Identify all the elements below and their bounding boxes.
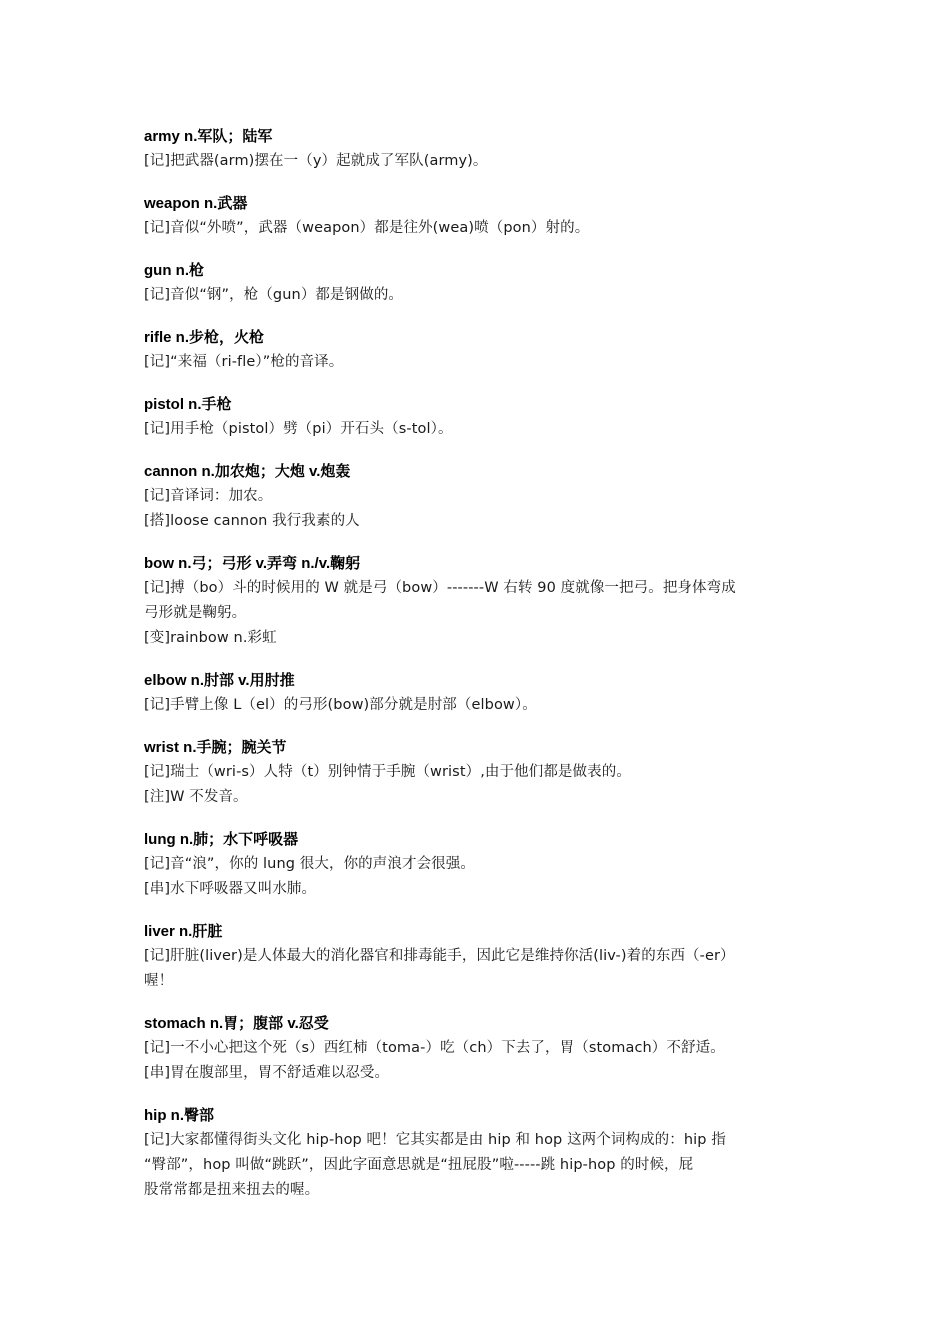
- vocab-entry: [144, 1103, 814, 1203]
- vocab-entry: [144, 668, 814, 718]
- entry-note-line: [注]W 不发音。: [144, 789, 248, 805]
- entry-headword: gun n.枪: [144, 262, 204, 279]
- entry-note-line: 股常常都是扭来扭去的喔。: [144, 1182, 320, 1198]
- vocab-entry: [144, 551, 814, 651]
- entry-note-line: [串]水下呼吸器又叫水肺。: [144, 881, 317, 897]
- entry-headword: liver n.肝脏: [144, 923, 223, 940]
- entry-headword: bow n.弓；弓形 v.弄弯 n./v.鞠躬: [144, 555, 361, 572]
- entry-note-line: [变]rainbow n.彩虹: [144, 630, 277, 646]
- vocab-entry: [144, 124, 814, 174]
- entry-headword: rifle n.步枪，火枪: [144, 329, 265, 346]
- entry-headword: army n.军队；陆军: [144, 128, 273, 145]
- entry-headword: weapon n.武器: [144, 195, 248, 212]
- entry-note-line: [记]“来福（ri-fle）”枪的音译。: [144, 354, 344, 370]
- vocab-entry: [144, 191, 814, 241]
- vocab-entry: [144, 919, 814, 994]
- entry-headword: lung n.肺；水下呼吸器: [144, 831, 299, 848]
- entry-note-line: “臀部”，hop 叫做“跳跃”，因此字面意思就是“扭屁股”啦-----跳 hip-hop 的时候，屁: [144, 1157, 694, 1173]
- entry-note-line: [串]胃在腹部里，胃不舒适难以忍受。: [144, 1065, 390, 1081]
- entry-note-line: 喔！: [144, 973, 174, 989]
- vocab-entry: [144, 258, 814, 308]
- entry-note-line: [搭]loose cannon 我行我素的人: [144, 513, 360, 529]
- entry-note-line: [记]音译词：加农。: [144, 488, 273, 504]
- entry-headword: hip n.臀部: [144, 1107, 214, 1124]
- vocab-entry: [144, 1011, 814, 1086]
- entry-headword: stomach n.胃；腹部 v.忍受: [144, 1015, 329, 1032]
- vocab-entry: [144, 735, 814, 810]
- entry-note-line: [记]大家都懂得街头文化 hip-hop 吧！它其实都是由 hip 和 hop 这两个词构成的：hip 指: [144, 1132, 726, 1148]
- vocab-entry: [144, 459, 814, 534]
- entry-note-line: [记]搏（bo）斗的时候用的 W 就是弓（bow）-------W 右转 90 度就像一把弓。把身体弯成: [144, 580, 736, 596]
- entry-headword: cannon n.加农炮；大炮 v.炮轰: [144, 463, 351, 480]
- vocab-entry: [144, 827, 814, 902]
- entry-note-line: [记]瑞士（wri-s）人特（t）别钟情于手腕（wrist）,由于他们都是做表的。: [144, 764, 631, 780]
- entry-note-line: [记]肝脏(liver)是人体最大的消化器官和排毒能手，因此它是维持你活(liv-)着的东西（-er）: [144, 948, 735, 964]
- vocab-entry: [144, 325, 814, 375]
- document-page: [144, 124, 814, 1220]
- entry-note-line: [记]一不小心把这个死（s）西红柿（toma-）吃（ch）下去了，胃（stomach）不舒适。: [144, 1040, 725, 1056]
- entry-note-line: 弓形就是鞠躬。: [144, 605, 247, 621]
- entry-note-line: [记]把武器(arm)摆在一（y）起就成了军队(army)。: [144, 153, 488, 169]
- entry-note-line: [记]用手枪（pistol）劈（pi）开石头（s-tol）。: [144, 421, 453, 437]
- vocab-entry: [144, 392, 814, 442]
- entry-note-line: [记]音似“钢”，枪（gun）都是钢做的。: [144, 287, 404, 303]
- entry-note-line: [记]音“浪”，你的 lung 很大，你的声浪才会很强。: [144, 856, 475, 872]
- entry-headword: pistol n.手枪: [144, 396, 232, 413]
- entry-headword: wrist n.手腕；腕关节: [144, 739, 287, 756]
- entry-headword: elbow n.肘部 v.用肘推: [144, 672, 295, 689]
- entry-note-line: [记]手臂上像 L（el）的弓形(bow)部分就是肘部（elbow）。: [144, 697, 537, 713]
- entry-note-line: [记]音似“外喷”，武器（weapon）都是往外(wea)喷（pon）射的。: [144, 220, 590, 236]
